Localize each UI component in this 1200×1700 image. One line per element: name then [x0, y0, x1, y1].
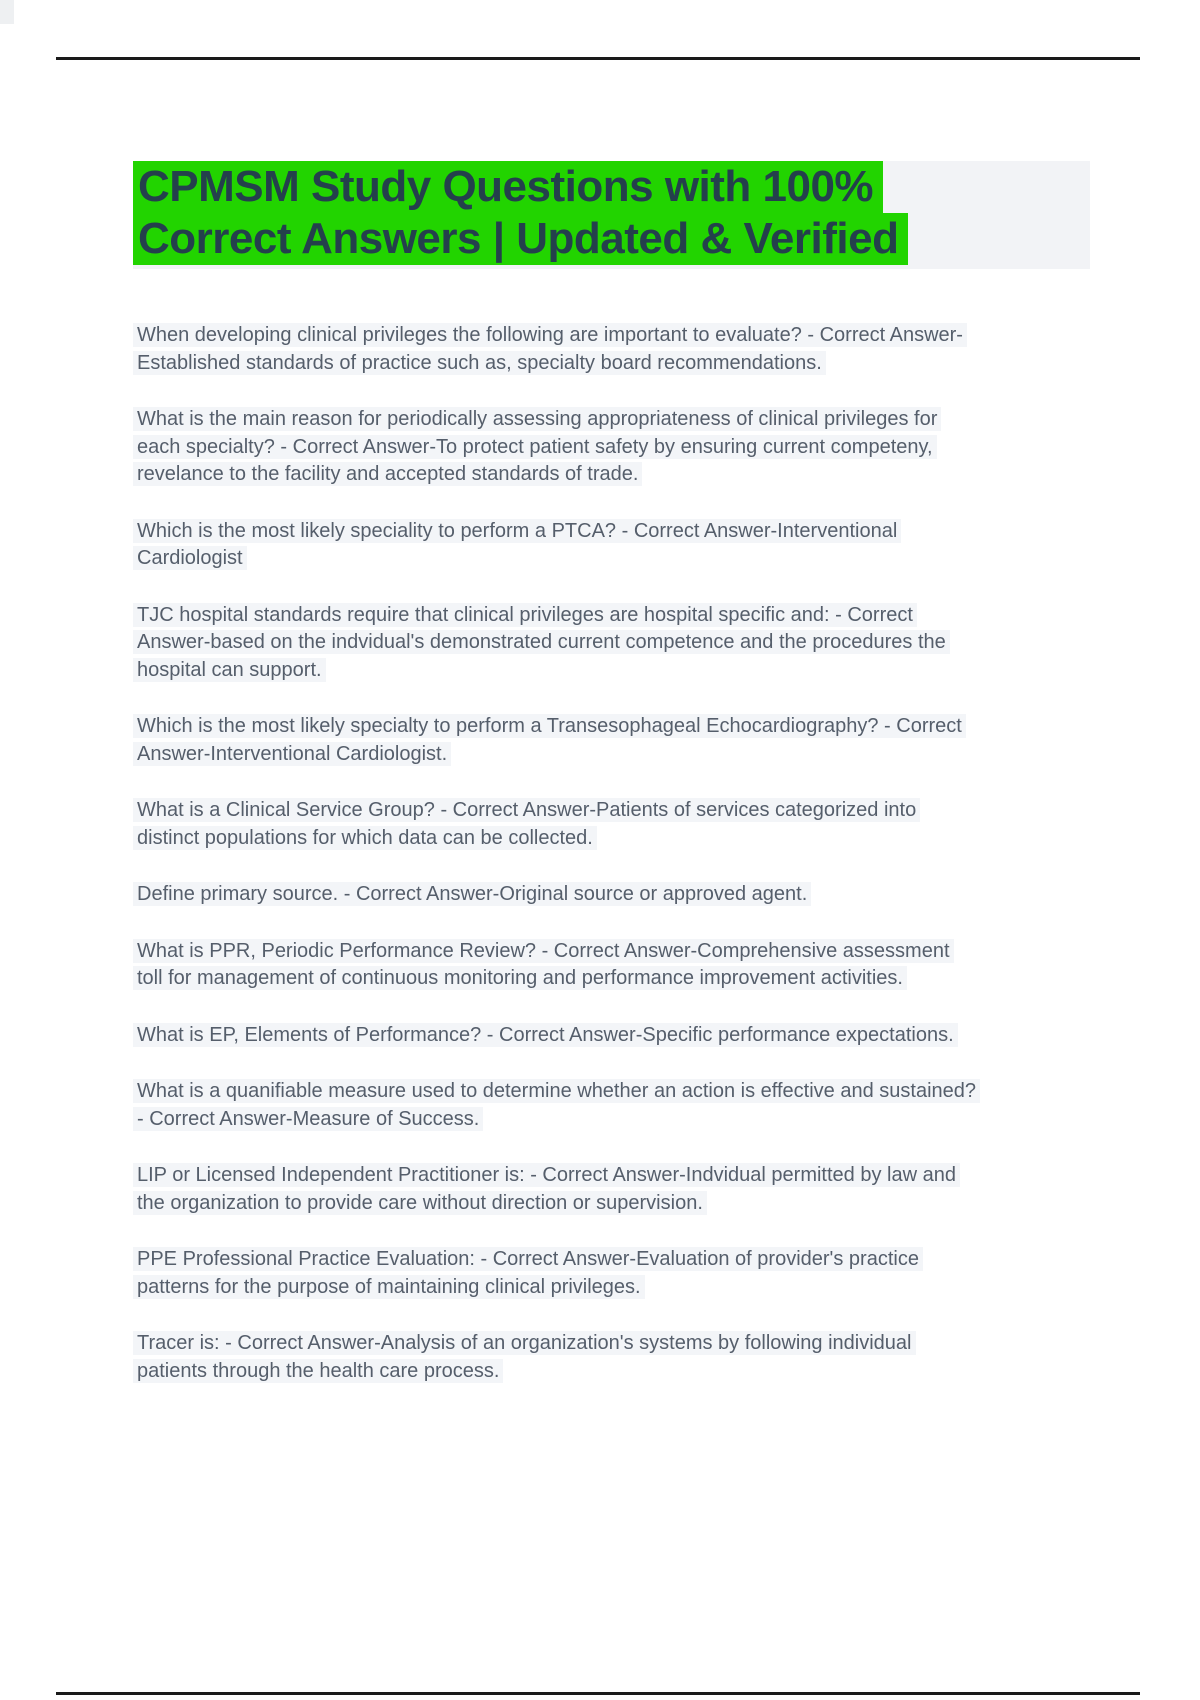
title-line-1: CPMSM Study Questions with 100% [133, 161, 883, 213]
qa-paragraph: TJC hospital standards require that clinical privileges are hospital specific and: - Correct Answer-based on the indvidual's demonstrated current competence and the procedures the hospital can support. [133, 602, 978, 685]
document-title [133, 161, 1090, 265]
qa-paragraph: Tracer is: - Correct Answer-Analysis of an organization's systems by following individual patients through the health care process. [133, 1330, 978, 1385]
qa-paragraph: PPE Professional Practice Evaluation: - Correct Answer-Evaluation of provider's practice patterns for the purpose of maintaining clinical privileges. [133, 1246, 978, 1301]
qa-paragraph: What is a Clinical Service Group? - Correct Answer-Patients of services categorized into distinct populations for which data can be collected. [133, 797, 978, 852]
qa-paragraph: Which is the most likely specialty to perform a Transesophageal Echocardiography? - Correct Answer-Interventional Cardiologist. [133, 713, 978, 768]
qa-paragraph: What is the main reason for periodically assessing appropriateness of clinical privileges for each specialty? - Correct Answer-To protect patient safety by ensuring current competeny, revelance to the facility and accepted standards of trade. [133, 406, 978, 489]
page-corner-mark [0, 0, 14, 24]
title-block [133, 161, 1090, 269]
qa-paragraph: What is PPR, Periodic Performance Review? - Correct Answer-Comprehensive assessment toll for management of continuous monitoring and performance improvement activities. [133, 938, 978, 993]
header-rule [56, 57, 1140, 60]
qa-paragraph: LIP or Licensed Independent Practitioner is: - Correct Answer-Indvidual permitted by law and the organization to provide care without direction or supervision. [133, 1162, 978, 1217]
qa-paragraph: Which is the most likely speciality to perform a PTCA? - Correct Answer-Interventional Cardiologist [133, 518, 978, 573]
qa-list [133, 322, 978, 1414]
title-line-2: Correct Answers | Updated & Verified [133, 213, 908, 265]
qa-paragraph: When developing clinical privileges the following are important to evaluate? - Correct Answer-Established standards of practice such as, specialty board recommendations. [133, 322, 978, 377]
footer-rule [56, 1692, 1140, 1695]
qa-paragraph: Define primary source. - Correct Answer-Original source or approved agent. [133, 881, 978, 909]
qa-paragraph: What is a quanifiable measure used to determine whether an action is effective and sustained? - Correct Answer-Measure of Success. [133, 1078, 978, 1133]
qa-paragraph: What is EP, Elements of Performance? - Correct Answer-Specific performance expectations. [133, 1022, 978, 1050]
